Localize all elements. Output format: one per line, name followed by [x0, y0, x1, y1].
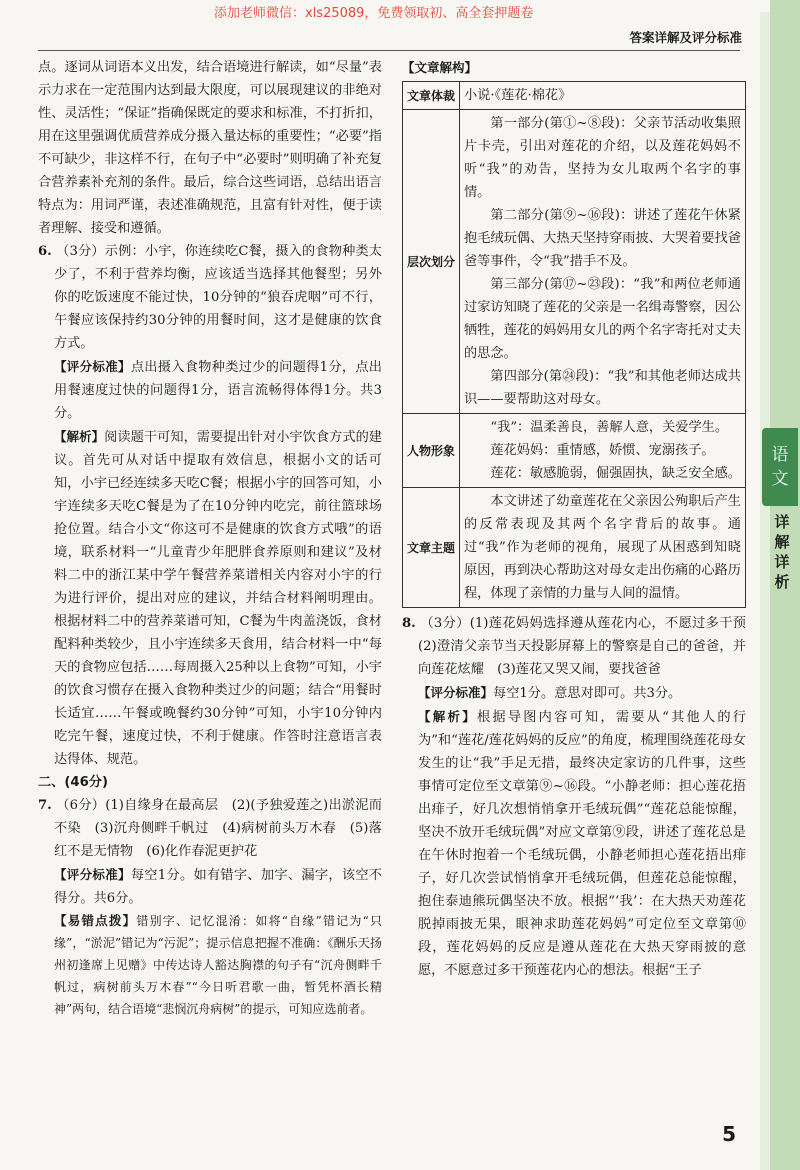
q8-scoring-tag: 【评分标准】 — [418, 685, 494, 700]
q7-scoring-text: 每空1分。如有错字、加字、漏字，该空不得分。共6分。 — [54, 868, 382, 906]
q6-answer — [38, 240, 382, 355]
level-part-2: 第二部分(第⑨~⑯段)：讲述了莲花午休紧抱毛绒玩偶、大热天坚持穿雨披、大哭着要找爸爸等事件，令“我”措手不及。 — [464, 208, 741, 269]
q6-analysis-tag: 【解析】 — [54, 429, 105, 444]
q6-analysis — [38, 425, 382, 771]
character-lianhua: 莲花：敏感脆弱，倔强固执，缺乏安全感。 — [490, 466, 741, 481]
detail-tab-char-1: 详 — [774, 513, 790, 531]
q8-scoring — [402, 681, 746, 705]
header-divider — [38, 50, 740, 51]
table-row-theme — [403, 488, 746, 608]
q8-analysis-tag: 【解析】 — [418, 709, 477, 724]
q7-answer — [38, 794, 382, 863]
subject-tab-char-2: 文 — [771, 469, 789, 489]
q6-scoring-tag: 【评分标准】 — [54, 359, 131, 374]
right-column — [402, 56, 760, 982]
q6-analysis-text: 阅读题干可知，需要提出针对小宇饮食方式的建议。首先可从对话中提取有效信息，根据小文的话可知，小宇已经连续多天吃C餐；根据小宇的回答可知，小宇连续多天吃C餐是为了在10分钟内吃完，前往篮球场抢位置。结合小文“你这可不是健康的饮食方式哦”的语境，联系材料一“儿童青少年肥胖食养原则和建议”及材料二中的浙江某中学午餐营养菜谱相关内容对小宇的行为进行评价，提出对应的建议，并结合材料阐明理由。根据材料二中的营养菜谱可知，C餐为牛肉盖浇饭，食材配料种类较少，且小宇连续多天食用，结合材料一中“每天的食物应包括……每周摄入25种以上食物”可知，小宇的饮食习惯存在摄入食物种类过少的问题；结合“用餐时长适宜……午餐或晚餐约30分钟”可知，小宇10分钟内吃完午餐，速度过快，不利于健康。作答时注意语言表达得体、规范。 — [54, 430, 382, 767]
q8-scoring-text: 每空1分。意思对即可。共3分。 — [493, 686, 682, 701]
q5-analysis-continued: 点。逐词从词语本义出发，结合语境进行解读，如“尽量”表示力求在一定范围内达到最大限度，可以展现建议的非绝对性、灵活性；“保证”指确保既定的要求和标准，不打折扣，用在这里强调优质营养成分摄入量达标的重要性；“必要”指不可缺少，非这样不行，在句子中“必要时”则明确了补充复合营养素补充剂的条件。最后，综合这些词语，总结出语言特点为：用词严谨，表述准确规范，且富有针对性，便于读者理解、接受和遵循。 — [38, 60, 382, 236]
theme-value: 本文讲述了幼童莲花在父亲因公殉职后产生的反常表现及其两个名字背后的故事。通过“我”作为老师的视角，展现了从困惑到知晓原因，再到决心帮助这对母女走出伤痛的心路历程，体现了亲情的力量与人间的温情。 — [460, 488, 746, 608]
table-row-levels — [403, 110, 746, 414]
q7-error-tip — [38, 910, 382, 1020]
table-row-characters — [403, 414, 746, 488]
q8-number: 8. — [402, 616, 416, 631]
levels-value — [460, 110, 746, 414]
genre-value: 小说·《莲花·棉花》 — [460, 82, 746, 110]
subject-tab-char-1: 语 — [771, 445, 789, 465]
q6-answer-text: （3分）示例：小宇，你连续吃C餐，摄入的食物种类太少了，不利于营养均衡，应该适当选择其他餐型；另外你的吃饭速度不能过快，10分钟的“狼吞虎咽”可不行，午餐应该保持约30分钟的用餐时间，这才是健康的饮食方式。 — [54, 244, 382, 351]
levels-key: 层次划分 — [403, 110, 460, 414]
side-margin-light — [760, 12, 770, 1170]
character-mother: 莲花妈妈：重情感，娇惯、宠溺孩子。 — [490, 443, 715, 458]
character-me: “我”：温柔善良，善解人意，关爱学生。 — [490, 420, 729, 435]
q8-analysis — [402, 705, 746, 982]
level-part-4: 第四部分(第㉔段)：“我”和其他老师达成共识——要帮助这对母女。 — [464, 369, 741, 407]
detail-tab-char-3: 详 — [774, 553, 790, 571]
q7-answer-text: （6分）(1)自缘身在最高层 (2)(予独爱莲之)出淤泥而不染 (3)沉舟侧畔千帆过 (4)病树前头万木春 (5)落红不是无情物 (6)化作春泥更护花 — [54, 798, 382, 859]
q8-answer-text: （3分）(1)莲花妈妈选择遵从莲花内心，不愿过多干预 (2)澄清父亲节当天投影屏幕上的警察是自己的爸爸，并向莲花炫耀 (3)莲花又哭又闹，要找爸爸 — [418, 616, 760, 677]
section-2-heading: 二、(46分) — [38, 775, 108, 790]
q6-scoring-text: 点出摄入食物种类过少的问题得1分，点出用餐速度过快的问题得1分，语言流畅得体得1分。共3分。 — [54, 360, 382, 421]
level-part-3: 第三部分(第⑰~㉓段)：“我”和两位老师通过家访知晓了莲花的父亲是一名缉毒警察，因公牺牲，莲花的妈妈用女儿的两个名字寄托对丈夫的思念。 — [464, 277, 741, 361]
article-analysis-table — [402, 81, 746, 608]
left-column — [38, 56, 382, 1020]
q6-scoring — [38, 355, 382, 425]
table-row-genre — [403, 82, 746, 110]
page-number: 5 — [722, 1122, 736, 1146]
q7-tip-text: 错别字、记忆混淆：如将“自缘”错记为“只缘”，“淤泥”错记为“污泥”；提示信息把握不准确：《酬乐天扬州初逢席上见赠》中传达诗人豁达胸襟的句子有“沉舟侧畔千帆过，病树前头万木春”“今日听君歌一曲，暂凭杯酒长精神”两句，结合语境“悲悯沉舟病树”的提示，可知应选前者。 — [54, 914, 382, 1016]
q7-tip-tag: 【易错点拨】 — [54, 913, 137, 928]
genre-key: 文章体裁 — [403, 82, 460, 110]
detail-tab-char-4: 析 — [774, 573, 790, 591]
characters-key: 人物形象 — [403, 414, 460, 488]
q7-number: 7. — [38, 798, 52, 813]
q6-number: 6. — [38, 244, 52, 259]
watermark-text: 添加老师微信：xls25089，免费领取初、高全套押题卷 — [214, 6, 534, 21]
q8-answer — [402, 612, 760, 681]
page-header-title: 答案详解及评分标准 — [629, 30, 742, 45]
detail-tab-char-2: 解 — [774, 533, 790, 551]
q7-scoring-tag: 【评分标准】 — [54, 867, 131, 882]
subject-tab[interactable] — [762, 428, 798, 506]
theme-key: 文章主题 — [403, 488, 460, 608]
q7-scoring — [38, 863, 382, 910]
level-part-1: 第一部分(第①~⑧段)：父亲节活动收集照片卡壳，引出对莲花的介绍，以及莲花妈妈不听“我”的劝告，坚持为女儿取两个名字的事情。 — [464, 116, 741, 200]
q8-analysis-text: 根据导图内容可知，需要从“其他人的行为”和“莲花/莲花妈妈的反应”的角度，梳理围绕莲花母女发生的让“我”手足无措，最终决定家访的几件事，这些事情可定位至文章第⑨~⑯段。“小静老师：担心莲花捂出痱子，好几次想悄悄拿开毛绒玩偶”“莲花总能惊醒，坚决不放开毛绒玩偶”对应文章第⑨段，讲述了莲花总是在午休时抱着一个毛绒玩偶，小静老师担心莲花捂出痱子，好几次尝试悄悄拿开毛绒玩偶，但莲花总能惊醒，抱住泰迪熊玩偶坚决不放。根据“‘我’：在大热天劝莲花脱掉雨披无果，眼神求助莲花妈妈”可定位至文章第⑩段，莲花妈妈的反应是遵从莲花在大热天穿雨披的意愿，不愿意过多干预莲花内心的想法。根据“王子 — [418, 710, 746, 978]
characters-value — [460, 414, 746, 488]
article-analysis-title: 【文章解构】 — [402, 60, 478, 75]
detail-tab — [770, 512, 794, 592]
